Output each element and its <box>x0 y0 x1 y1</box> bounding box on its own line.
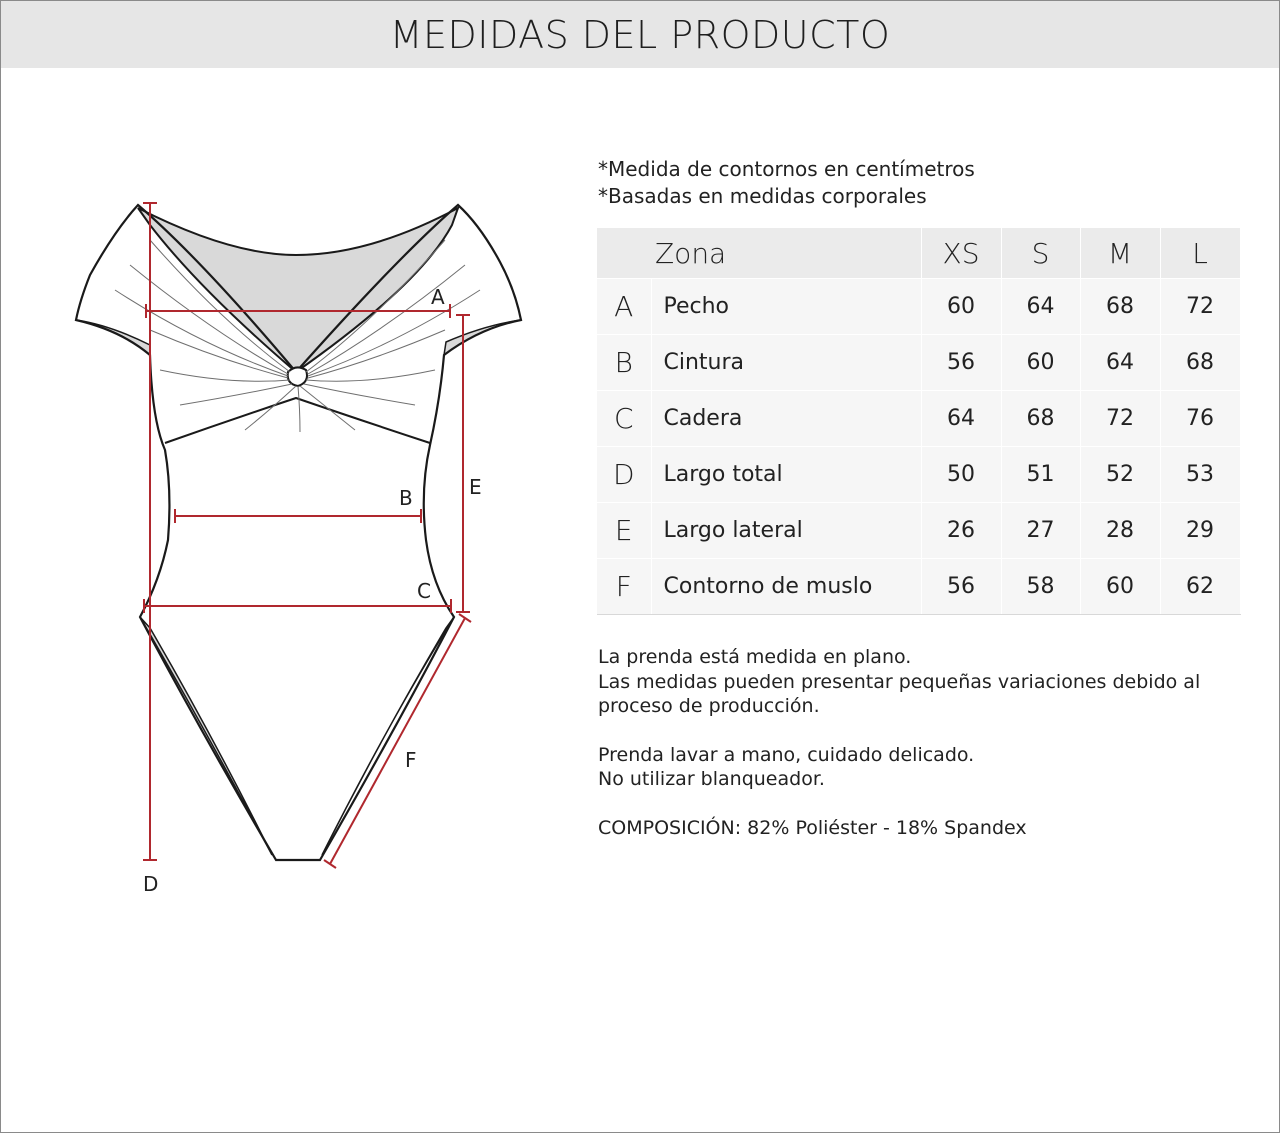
row-letter: B <box>597 335 651 391</box>
bodysuit-drawing <box>0 0 600 1000</box>
bust-seam <box>165 398 430 443</box>
label-f: F <box>405 748 417 772</box>
label-d: D <box>143 872 159 896</box>
care-notes <box>598 645 1268 840</box>
spacer <box>598 792 1268 816</box>
note-variation-1: Las medidas pueden presentar pequeñas variaciones debido al <box>598 670 1201 693</box>
note-bleach: No utilizar blanqueador. <box>598 768 825 790</box>
cell-l: 29 <box>1160 503 1240 559</box>
row-letter: E <box>597 503 651 559</box>
spacer <box>598 719 1268 743</box>
header-zona: Zona <box>597 228 921 279</box>
cell-m: 28 <box>1080 503 1160 559</box>
note-composition: COMPOSICIÓN: 82% Poliéster - 18% Spandex <box>598 816 1027 839</box>
cell-xs: 64 <box>921 391 1001 447</box>
cell-s: 64 <box>1001 279 1080 335</box>
twist-knot <box>288 367 307 386</box>
row-letter: F <box>597 559 651 615</box>
row-letter: C <box>597 391 651 447</box>
cell-l: 76 <box>1160 391 1240 447</box>
cell-m: 68 <box>1080 279 1160 335</box>
left-sleeve-inner <box>76 320 150 355</box>
header-m: M <box>1080 228 1160 279</box>
measurement-notes <box>598 156 975 210</box>
note-measure-flat: La prenda está medida en plano. <box>598 646 912 668</box>
note-variation-2: proceso de producción. <box>598 695 820 717</box>
right-sleeve-inner <box>444 320 521 355</box>
cell-s: 58 <box>1001 559 1080 615</box>
neckline-inner <box>138 208 458 372</box>
cell-l: 72 <box>1160 279 1240 335</box>
cell-m: 64 <box>1080 335 1160 391</box>
size-table <box>597 227 1241 615</box>
cell-xs: 26 <box>921 503 1001 559</box>
table-row <box>597 559 1240 615</box>
header-s: S <box>1001 228 1080 279</box>
cell-l: 62 <box>1160 559 1240 615</box>
note-contours: *Medida de contornos en centímetros <box>598 157 975 181</box>
row-zone: Largo lateral <box>651 503 921 559</box>
cell-xs: 56 <box>921 335 1001 391</box>
table-header-row <box>597 228 1240 279</box>
row-zone: Cintura <box>651 335 921 391</box>
cell-l: 53 <box>1160 447 1240 503</box>
table-row <box>597 335 1240 391</box>
label-e: E <box>469 475 482 499</box>
cell-xs: 60 <box>921 279 1001 335</box>
cell-xs: 50 <box>921 447 1001 503</box>
cell-m: 72 <box>1080 391 1160 447</box>
row-zone: Cadera <box>651 391 921 447</box>
row-letter: A <box>597 279 651 335</box>
table-row <box>597 391 1240 447</box>
note-body-based: *Basadas en medidas corporales <box>598 184 927 208</box>
cell-s: 27 <box>1001 503 1080 559</box>
table-row <box>597 447 1240 503</box>
label-c: C <box>417 579 431 603</box>
cell-m: 52 <box>1080 447 1160 503</box>
note-wash: Prenda lavar a mano, cuidado delicado. <box>598 743 975 766</box>
header-xs: XS <box>921 228 1001 279</box>
table-row <box>597 503 1240 559</box>
label-a: A <box>431 285 445 309</box>
label-b: B <box>399 486 413 510</box>
table-row <box>597 279 1240 335</box>
row-zone: Pecho <box>651 279 921 335</box>
row-zone: Contorno de muslo <box>651 559 921 615</box>
cell-m: 60 <box>1080 559 1160 615</box>
header-l: L <box>1160 228 1240 279</box>
cell-s: 68 <box>1001 391 1080 447</box>
garment-diagram <box>0 0 600 1000</box>
page-title: MEDIDAS DEL PRODUCTO <box>389 12 891 57</box>
cell-s: 51 <box>1001 447 1080 503</box>
cell-l: 68 <box>1160 335 1240 391</box>
cell-xs: 56 <box>921 559 1001 615</box>
row-zone: Largo total <box>651 447 921 503</box>
row-letter: D <box>597 447 651 503</box>
cell-s: 60 <box>1001 335 1080 391</box>
